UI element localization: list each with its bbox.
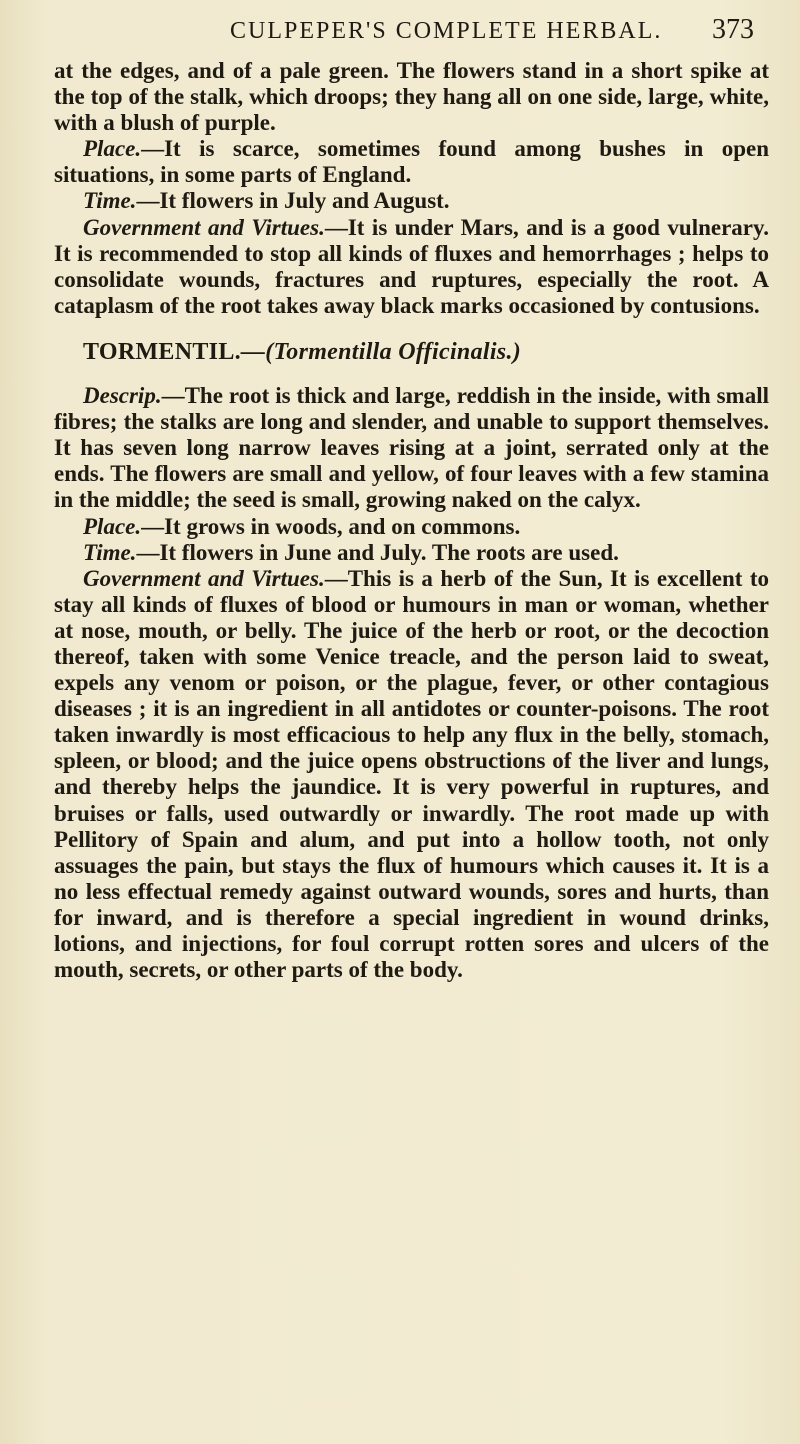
entry-name: TORMENTIL. — [83, 338, 241, 365]
page-header — [0, 14, 800, 54]
paragraph-time — [54, 188, 769, 214]
paragraph-text: —It grows in woods, and on commons. — [141, 513, 521, 539]
section-label: Government and Virtues. — [83, 214, 325, 240]
paragraph-government-virtues — [54, 215, 769, 319]
paragraph-text: —It is scarce, sometimes found among bushes in open situations, in some parts of England. — [54, 136, 769, 188]
paragraph-government-virtues — [54, 566, 769, 984]
paragraph-text: —It flowers in July and August. — [136, 188, 450, 214]
paragraph-place — [54, 514, 769, 540]
section-label: Time. — [83, 539, 137, 565]
entry-heading — [54, 339, 769, 365]
section-label: Government and Virtues. — [83, 565, 325, 591]
paragraph-description — [54, 383, 769, 513]
paragraph-text: at the edges, and of a pale green. The flowers stand in a short spike at the top of the stalk, which droops; they hang all on one side, large, white, with a blush of purple. — [54, 58, 769, 136]
body-text — [54, 58, 769, 983]
paragraph-text: —It is under Mars, and is a good vulnerary. It is recommended to stop all kinds of fluxes and hemorrhages ; helps to consolidate wounds, fractures and ruptures, especially the root. A cataplasm of the root takes away black marks occasioned by contusions. — [54, 214, 769, 318]
section-label: Descrip. — [83, 383, 162, 409]
paragraph-description-continued — [54, 58, 769, 136]
section-label: Place. — [83, 513, 142, 539]
section-label: Time. — [83, 188, 137, 214]
paragraph-place — [54, 136, 769, 188]
paragraph-text: —This is a herb of the Sun, It is excellent to stay all kinds of fluxes of blood or humours in man or woman, whether at nose, mouth, or belly. The juice of the herb or root, or the decoction thereof, taken with some Venice treacle, and the person laid to sweat, expels any venom or poison, or the plague, fever, or other contagious diseases ; it is an ingredient in all antidotes or counter-poisons. The root taken inwardly is most efficacious to help any flux in the belly, stomach, spleen, or blood; and the juice opens obstructions of the liver and lungs, and thereby helps the jaundice. It is very powerful in ruptures, and bruises or falls, used outwardly or inwardly. The root made up with Pellitory of Spain and alum, and put into a hollow tooth, not only assuages the pain, but stays the flux of humours which causes it. It is a no less effectual remedy against outward wounds, sores and hurts, than for inward, and is therefore a special ingredient in wound drinks, lotions, and injections, for foul corrupt rotten sores and ulcers of the mouth, secrets, or other parts of the body. — [54, 565, 769, 983]
section-label: Place. — [83, 136, 142, 162]
page-number: 373 — [712, 14, 754, 45]
entry-latin-name: —(Tormentilla Officinalis.) — [240, 338, 522, 365]
paragraph-text: —It flowers in June and July. The roots are used. — [136, 539, 619, 565]
running-head: CULPEPER'S COMPLETE HERBAL. — [230, 18, 663, 44]
paragraph-time — [54, 540, 769, 566]
paragraph-text: —The root is thick and large, reddish in the inside, with small fibres; the stalks are long and slender, and unable to support themselves. It has seven long narrow leaves rising at a joint, serrated only at the ends. The flowers are small and yellow, of four leaves with a few stamina in the middle; the seed is small, growing naked on the calyx. — [54, 383, 769, 513]
